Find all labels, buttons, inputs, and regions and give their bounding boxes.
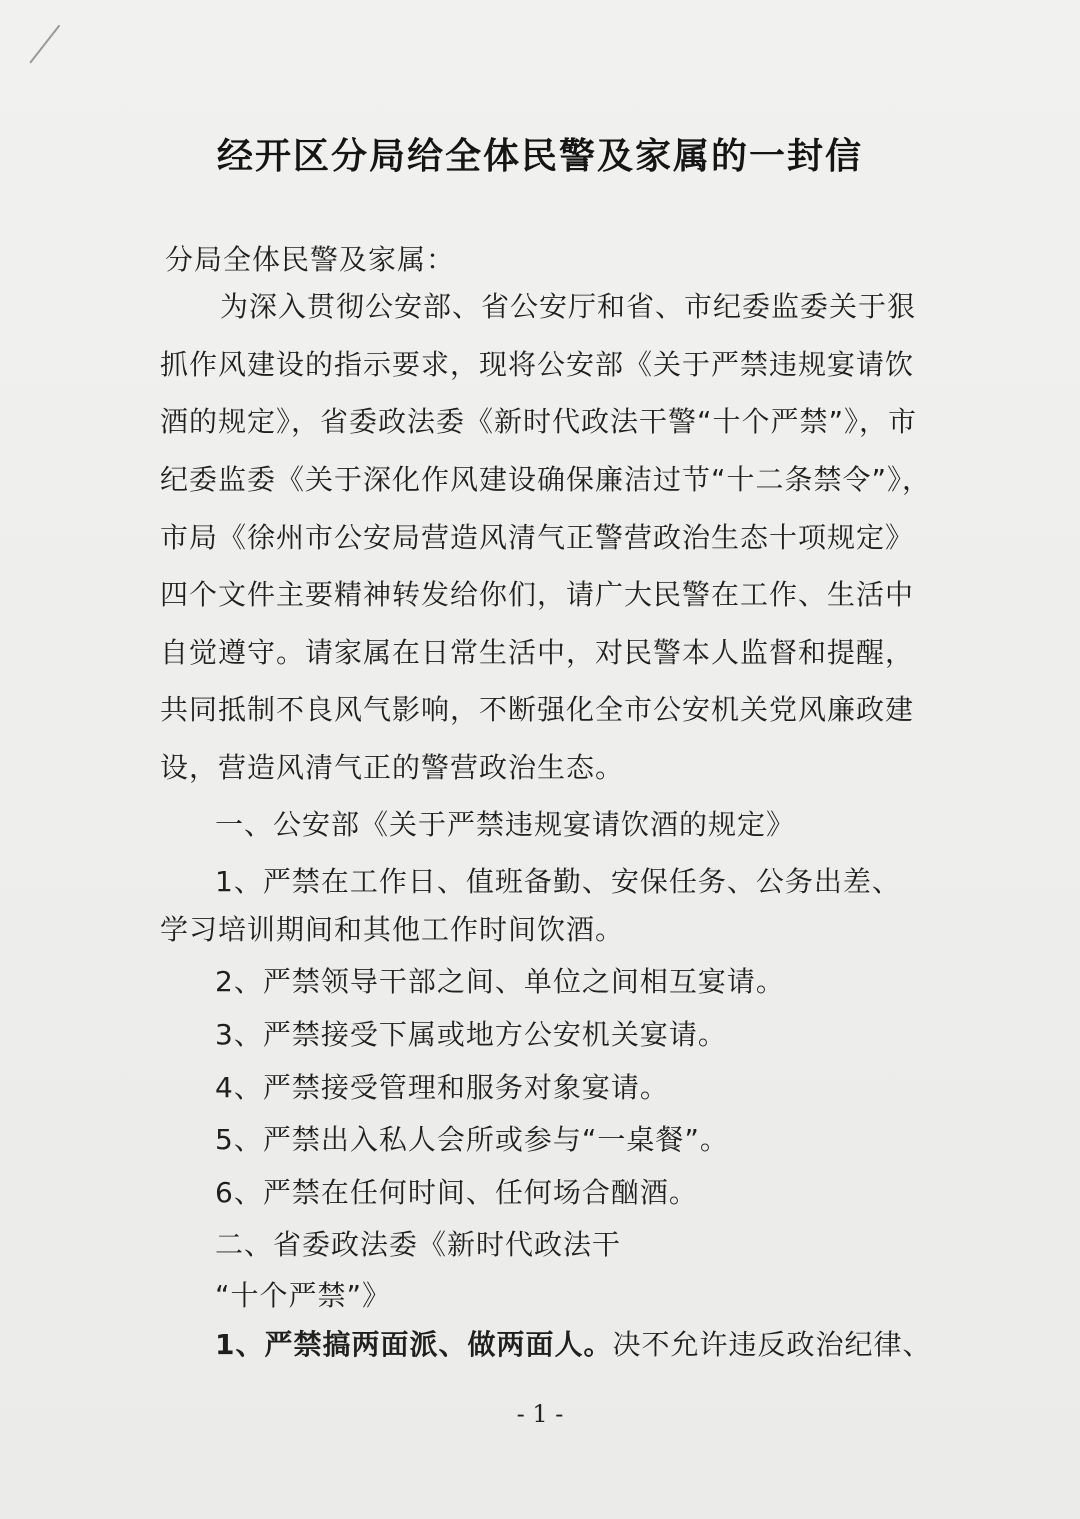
paragraph-line: 酒的规定》，省委政法委《新时代政法干警“十个严禁”》，市: [160, 405, 918, 438]
list-item: 4、严禁接受管理和服务对象宴请。: [215, 1071, 669, 1104]
page-number: - 1 -: [516, 1400, 564, 1428]
list-item: 3、严禁接受下属或地方公安机关宴请。: [215, 1018, 727, 1051]
list-item: 学习培训期间和其他工作时间饮酒。: [160, 913, 625, 946]
paragraph-line: 为深入贯彻公安部、省公安厅和省、市纪委监委关于狠: [220, 290, 917, 323]
paragraph-line: 自觉遵守。请家属在日常生活中，对民警本人监督和提醒，: [160, 636, 915, 669]
paragraph-line: 抓作风建设的指示要求，现将公安部《关于严禁违规宴请饮: [160, 348, 915, 381]
salutation: 分局全体民警及家属：: [165, 243, 456, 276]
document-title: 经开区分局给全体民警及家属的一封信: [216, 136, 863, 177]
list-item: 1、严禁在工作日、值班备勤、安保任务、公务出差、: [215, 865, 901, 898]
paragraph-line: 设，营造风清气正的警营政治生态。: [160, 751, 625, 784]
list-item: 2、严禁领导干部之间、单位之间相互宴请。: [215, 965, 785, 998]
paragraph-line: 四个文件主要精神转发给你们，请广大民警在工作、生活中: [160, 578, 915, 611]
paragraph-line: 市局《徐州市公安局营造风清气正警营政治生态十项规定》: [160, 521, 915, 554]
staple-mark: [29, 25, 60, 64]
section2-item-text: 决不允许违反政治纪律、: [612, 1328, 932, 1361]
list-item: 6、严禁在任何时间、任何场合酗酒。: [215, 1176, 698, 1209]
section2-heading-continued: “十个严禁”》: [215, 1279, 392, 1312]
section2-heading: 二、省委政法委《新时代政法干: [215, 1228, 622, 1261]
section2-item-bold: 1、严禁搞两面派、做两面人。: [215, 1328, 613, 1361]
paragraph-line: 纪委监委《关于深化作风建设确保廉洁过节“十二条禁令”》，: [160, 463, 932, 496]
section1-heading: 一、公安部《关于严禁违规宴请饮酒的规定》: [215, 808, 796, 841]
list-item: 5、严禁出入私人会所或参与“一桌餐”。: [215, 1123, 729, 1156]
section2-item: [215, 1325, 932, 1365]
paragraph-line: 共同抵制不良风气影响，不断强化全市公安机关党风廉政建: [160, 693, 915, 726]
